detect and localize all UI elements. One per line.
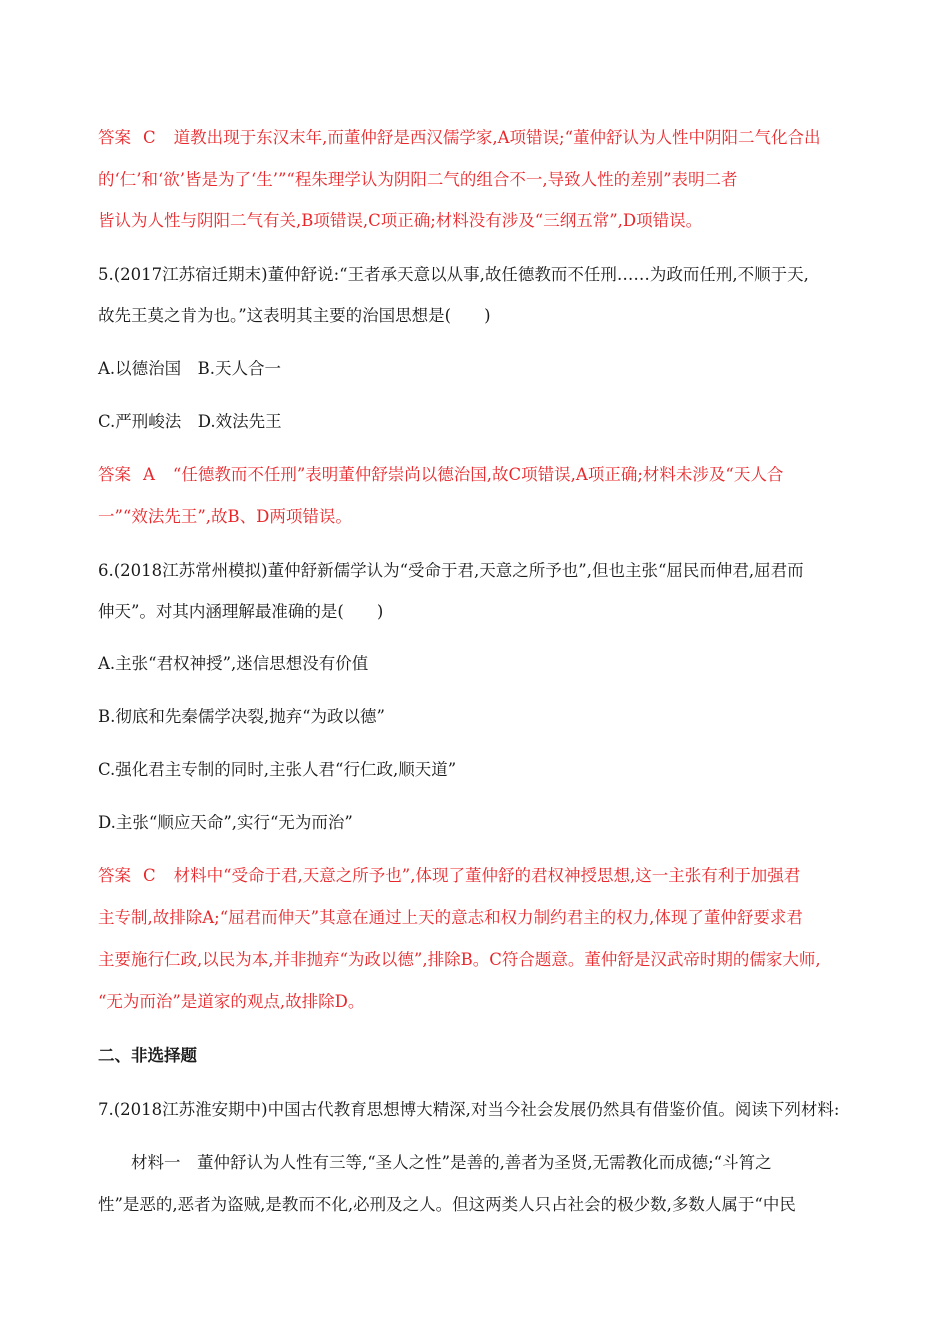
answer-letter: A [143,465,155,484]
q5-options-cd: C.严刑峻法 D.效法先王 [98,412,282,431]
answer4-line-2: 的‘仁’和‘欲’皆是为了‘生’”“程朱理学认为阴阳二气的组合不一,导致人性的差别”表明二者 [98,170,738,189]
answer-label: 答案 [98,465,131,484]
answer4-line-1 [98,126,821,150]
answer-letter: C [143,866,156,885]
answer6-line-4: “无为而治”是道家的观点,故排除D。 [98,992,365,1011]
q6-option-a: A.主张“君权神授”,迷信思想没有价值 [98,654,369,673]
answer-label: 答案 [98,128,131,147]
answer6-line-3: 主要施行仁政,以民为本,并非抛弃“为政以德”,排除B。C符合题意。董仲舒是汉武帝时期的儒家大师, [98,950,821,969]
answer-label: 答案 [98,866,131,885]
answer6-line-1 [98,864,800,888]
answer6-line-2: 主专制,故排除A;“屈君而伸天”其意在通过上天的意志和权力制约君主的权力,体现了董仲舒要求君 [98,908,803,927]
answer5-line-2: 一”“效法先王”,故B、D两项错误。 [98,507,352,526]
answer-text: “任德教而不任刑”表明董仲舒崇尚以德治国,故C项错误,A项正确;材料未涉及“天人合 [172,465,784,484]
answer-text: 材料中“受命于君,天意之所予也”,体现了董仲舒的君权神授思想,这一主张有利于加强君 [173,866,801,885]
answer-letter: C [143,128,156,147]
q5-stem-line-2: 故先王莫之肯为也。”这表明其主要的治国思想是( ) [98,306,491,325]
q7-intro: 7.(2018江苏淮安期中)中国古代教育思想博大精深,对当今社会发展仍然具有借鉴价值。阅读下列材料: [98,1100,840,1119]
q7-material1-line-1: 材料一 董仲舒认为人性有三等,“圣人之性”是善的,善者为圣贤,无需教化而成德;“斗筲之 [131,1153,772,1172]
section-title: 二、非选择题 [98,1046,197,1065]
answer-text: 道教出现于东汉末年,而董仲舒是西汉儒学家,A项错误;“董仲舒认为人性中阴阳二气化合出 [173,128,821,147]
q6-stem-line-2: 伸天”。对其内涵理解最准确的是( ) [98,602,384,621]
q6-option-b: B.彻底和先秦儒学决裂,抛弃“为政以德” [98,707,385,726]
q6-stem-line-1: 6.(2018江苏常州模拟)董仲舒新儒学认为“受命于君,天意之所予也”,但也主张“屈民而伸君,屈君而 [98,561,804,580]
q5-stem-line-1: 5.(2017江苏宿迁期末)董仲舒说:“王者承天意以从事,故任德教而不任刑……为政而任刑,不顺于天, [98,265,809,284]
q5-options-ab: A.以德治国 B.天人合一 [98,359,282,378]
answer5-line-1 [98,463,783,487]
q7-material1-line-2: 性”是恶的,恶者为盗贼,是教而不化,必刑及之人。但这两类人只占社会的极少数,多数人属于“中民 [98,1195,796,1214]
answer4-line-3: 皆认为人性与阴阳二气有关,B项错误,C项正确;材料没有涉及“三纲五常”,D项错误。 [98,211,703,230]
q6-option-c: C.强化君主专制的同时,主张人君“行仁政,顺天道” [98,760,457,779]
q6-option-d: D.主张“顺应天命”,实行“无为而治” [98,813,353,832]
